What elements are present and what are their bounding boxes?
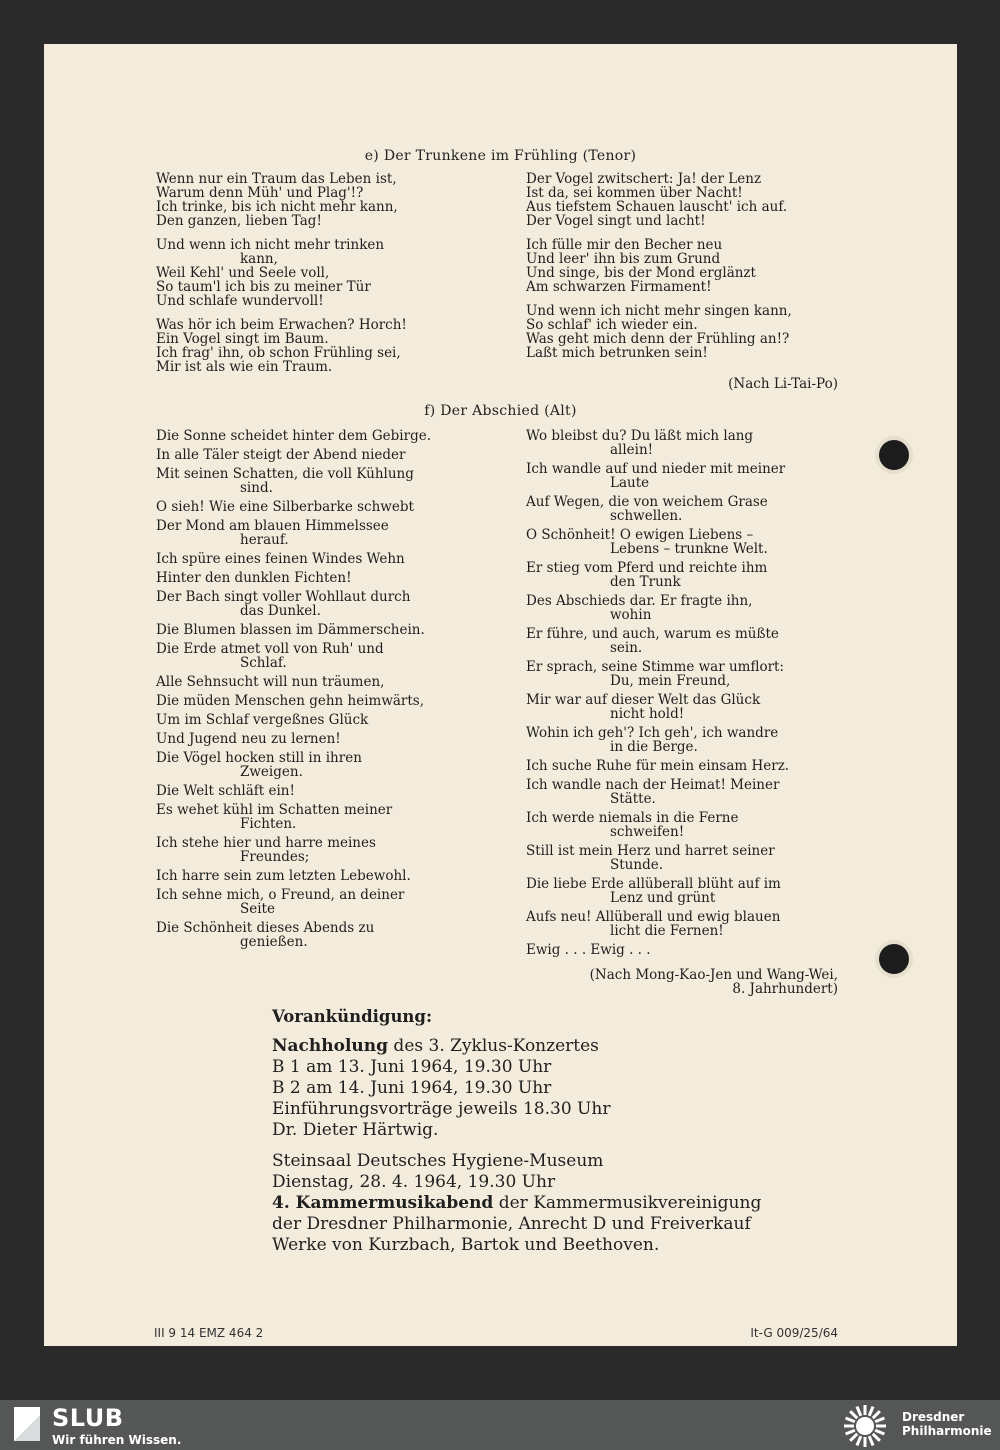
- verse-entry: [526, 726, 846, 754]
- poem-line: Freundes;: [240, 849, 310, 865]
- stanza: [156, 318, 506, 374]
- announcement-line: [272, 1036, 761, 1057]
- logo-ray: [846, 1430, 855, 1434]
- poem-f-right-column: [526, 429, 846, 962]
- poem-line: sein.: [610, 640, 643, 656]
- punch-hole: [879, 944, 909, 974]
- poem-e-right-column: [526, 172, 846, 370]
- poem-line: Stätte.: [610, 791, 656, 807]
- poem-line: Ich sehne mich, o Freund, an deiner: [156, 887, 405, 903]
- poem-line: Ich stehe hier und harre meines: [156, 835, 376, 851]
- poem-line: Schlaf.: [240, 655, 287, 671]
- announcement-bold: Nachholung: [272, 1036, 389, 1056]
- announcement-line: Dr. Dieter Härtwig.: [272, 1120, 439, 1140]
- poem-line: wohin: [610, 607, 652, 623]
- poem-line: Mir war auf dieser Welt das Glück: [526, 692, 761, 708]
- stanza: [156, 238, 506, 308]
- stanza: [156, 172, 506, 228]
- document-page: [44, 44, 957, 1346]
- verse-entry: [526, 877, 846, 905]
- verse-entry: [526, 910, 846, 938]
- announcement-line: [272, 1193, 761, 1214]
- stanza: [526, 172, 846, 228]
- poem-line: Es wehet kühl im Schatten meiner: [156, 802, 393, 818]
- verse-entry: [156, 675, 506, 689]
- poem-line: Still ist mein Herz und harret seiner: [526, 843, 775, 859]
- poem-line: Die Schönheit dieses Abends zu: [156, 920, 375, 936]
- verse-entry: [156, 869, 506, 883]
- verse-entry: [156, 519, 506, 547]
- poem-line: licht die Fernen!: [610, 923, 724, 939]
- poem-line: Die Vögel hocken still in ihren: [156, 750, 362, 766]
- philharmonie-logo-icon: [842, 1403, 888, 1449]
- poem-line: Ich suche Ruhe für mein einsam Herz.: [526, 758, 790, 774]
- announcement-line: B 1 am 13. Juni 1964, 19.30 Uhr: [272, 1057, 552, 1077]
- poem-line: in die Berge.: [610, 739, 698, 755]
- logo-ray: [857, 1436, 861, 1445]
- verse-entry: [156, 552, 506, 566]
- print-code-right: It-G 009/25/64: [750, 1326, 838, 1340]
- verse-entry: [526, 528, 846, 556]
- announcement-line: Steinsaal Deutsches Hygiene-Museum: [272, 1151, 604, 1171]
- punch-hole: [879, 440, 909, 470]
- announcement-block: [272, 1006, 761, 1256]
- verse-entry: [156, 623, 506, 637]
- poem-line: Ich wandle auf und nieder mit meiner: [526, 461, 786, 477]
- poem-line: das Dunkel.: [240, 603, 321, 619]
- logo-ray: [846, 1418, 855, 1422]
- poem-line: den Trunk: [610, 574, 681, 590]
- attribution-line: (Nach Mong-Kao-Jen und Wang-Wei,: [589, 967, 838, 983]
- poem-line: So schlaf' ich wieder ein.: [526, 317, 698, 333]
- verse-entry: [156, 888, 506, 916]
- poem-line: Zweigen.: [240, 764, 303, 780]
- poem-line: kann,: [240, 251, 278, 267]
- verse-entry: [156, 448, 506, 462]
- announcement-text: der Kammermusikvereinigung: [493, 1193, 762, 1213]
- verse-entry: [526, 627, 846, 655]
- poem-line: Wohin ich geh'? Ich geh', ich wandre: [526, 725, 779, 741]
- poem-line: Die Erde atmet voll von Ruh' und: [156, 641, 384, 657]
- poem-line: Und wenn ich nicht mehr trinken: [156, 237, 385, 253]
- stanza: [526, 304, 846, 360]
- poem-line: Stunde.: [610, 857, 663, 873]
- poem-line: Alle Sehnsucht will nun träumen,: [156, 674, 385, 690]
- poem-line: Aus tiefstem Schauen lauscht' ich auf.: [526, 199, 788, 215]
- poem-line: Ich werde niemals in die Ferne: [526, 810, 739, 826]
- logo-ray: [869, 1436, 873, 1445]
- poem-line: Aufs neu! Allüberall und ewig blauen: [526, 909, 781, 925]
- poem-line: Ich fülle mir den Becher neu: [526, 237, 723, 253]
- poem-line: Lebens – trunkne Welt.: [610, 541, 768, 557]
- logo-ray: [875, 1418, 884, 1422]
- verse-entry: [526, 660, 846, 688]
- poem-line: Laßt mich betrunken sein!: [526, 345, 708, 361]
- verse-entry: [156, 590, 506, 618]
- verse-entry: [526, 943, 846, 957]
- philharmonie-name: [902, 1410, 992, 1438]
- poem-line: Er stieg vom Pferd und reichte ihm: [526, 560, 768, 576]
- poem-line: Wenn nur ein Traum das Leben ist,: [156, 171, 397, 187]
- library-footer-bar: [0, 1400, 1000, 1450]
- poem-line: Ich harre sein zum letzten Lebewohl.: [156, 868, 411, 884]
- poem-line: So taum'l ich bis zu meiner Tür: [156, 279, 371, 295]
- poem-line: herauf.: [240, 532, 289, 548]
- logo-ray: [875, 1430, 884, 1434]
- poem-line: Der Vogel singt und lacht!: [526, 213, 706, 229]
- poem-line: Am schwarzen Firmament!: [526, 279, 712, 295]
- poem-line: Ich spüre eines feinen Windes Wehn: [156, 551, 405, 567]
- poem-line: Er sprach, seine Stimme war umflort:: [526, 659, 784, 675]
- poem-line: Mit seinen Schatten, die voll Kühlung: [156, 466, 414, 482]
- verse-entry: [526, 844, 846, 872]
- verse-entry: [526, 594, 846, 622]
- announcement-line: Werke von Kurzbach, Bartok und Beethoven.: [272, 1235, 660, 1255]
- print-code-left: III 9 14 EMZ 464 2: [154, 1326, 264, 1340]
- poem-line: Ich frag' ihn, ob schon Frühling sei,: [156, 345, 401, 361]
- verse-entry: [526, 561, 846, 589]
- poem-line: Ein Vogel singt im Baum.: [156, 331, 329, 347]
- poem-line: Und singe, bis der Mond erglänzt: [526, 265, 756, 281]
- poem-line: Und schlafe wundervoll!: [156, 293, 324, 309]
- verse-entry: [526, 462, 846, 490]
- logo-ray: [850, 1434, 857, 1441]
- poem-line: Den ganzen, lieben Tag!: [156, 213, 322, 229]
- verse-entry: [156, 467, 506, 495]
- poem-line: Mir ist als wie ein Traum.: [156, 359, 333, 375]
- poem-line: Hinter den dunklen Fichten!: [156, 570, 352, 586]
- poem-line: Die Sonne scheidet hinter dem Gebirge.: [156, 428, 432, 444]
- poem-line: Wo bleibst du? Du läßt mich lang: [526, 428, 754, 444]
- verse-entry: [156, 751, 506, 779]
- logo-ray: [857, 1407, 861, 1416]
- verse-entry: [156, 694, 506, 708]
- announcement-bold: 4. Kammermusikabend: [272, 1193, 494, 1213]
- poem-line: Er führe, und auch, warum es müßte: [526, 626, 779, 642]
- philharmonie-name-line: Dresdner: [902, 1410, 965, 1424]
- poem-line: sind.: [240, 480, 273, 496]
- poem-line: Ist da, sei kommen über Nacht!: [526, 185, 743, 201]
- logo-ray: [873, 1411, 880, 1418]
- poem-line: Ewig . . . Ewig . . .: [526, 942, 651, 958]
- poem-line: O Schönheit! O ewigen Liebens –: [526, 527, 754, 543]
- poem-line: In alle Täler steigt der Abend nieder: [156, 447, 406, 463]
- poem-line: Die müden Menschen gehn heimwärts,: [156, 693, 425, 709]
- poem-line: Seite: [240, 901, 275, 917]
- poem-line: Die Welt schläft ein!: [156, 783, 295, 799]
- poem-line: Der Mond am blauen Himmelssee: [156, 518, 389, 534]
- verse-entry: [526, 759, 846, 773]
- poem-line: Lenz und grünt: [610, 890, 716, 906]
- attribution-line: 8. Jahrhundert): [732, 981, 838, 997]
- verse-entry: [526, 811, 846, 839]
- poem-line: Warum denn Müh' und Plag'!?: [156, 185, 364, 201]
- announcement-heading: Vorankündigung:: [272, 1007, 433, 1026]
- poem-e-attribution: (Nach Li-Tai-Po): [728, 376, 838, 392]
- poem-line: O sieh! Wie eine Silberbarke schwebt: [156, 499, 414, 515]
- verse-entry: [156, 429, 506, 443]
- slub-name: SLUB: [52, 1404, 124, 1432]
- logo-ray: [873, 1434, 880, 1441]
- poem-line: schweifen!: [610, 824, 685, 840]
- poem-f-attribution: [590, 968, 838, 996]
- poem-line: Du, mein Freund,: [610, 673, 731, 689]
- poem-line: Laute: [610, 475, 650, 491]
- announcement-line: B 2 am 14. Juni 1964, 19.30 Uhr: [272, 1078, 552, 1098]
- verse-entry: [156, 500, 506, 514]
- poem-line: genießen.: [240, 934, 308, 950]
- poem-line: Auf Wegen, die von weichem Grase: [526, 494, 768, 510]
- verse-entry: [156, 571, 506, 585]
- poem-line: Ich wandle nach der Heimat! Meiner: [526, 777, 780, 793]
- poem-f-title: f) Der Abschied (Alt): [424, 403, 577, 419]
- slub-tagline: Wir führen Wissen.: [52, 1433, 182, 1447]
- verse-entry: [156, 803, 506, 831]
- verse-entry: [156, 784, 506, 798]
- verse-entry: [526, 693, 846, 721]
- poem-line: Der Bach singt voller Wohllaut durch: [156, 589, 411, 605]
- poem-line: Was geht mich denn der Frühling an!?: [526, 331, 790, 347]
- logo-ray: [869, 1407, 873, 1416]
- stanza: [526, 238, 846, 294]
- poem-line: Und wenn ich nicht mehr singen kann,: [526, 303, 792, 319]
- poem-line: Ich trinke, bis ich nicht mehr kann,: [156, 199, 398, 215]
- verse-entry: [156, 836, 506, 864]
- announcement-line: der Dresdner Philharmonie, Anrecht D und Freiverkauf: [272, 1214, 751, 1234]
- philharmonie-name-line: Philharmonie: [902, 1424, 992, 1438]
- verse-entry: [156, 642, 506, 670]
- announcement-line: Einführungsvorträge jeweils 18.30 Uhr: [272, 1099, 611, 1119]
- poem-line: Die Blumen blassen im Dämmerschein.: [156, 622, 425, 638]
- poem-f-left-column: [156, 429, 506, 954]
- logo-ray: [850, 1411, 857, 1418]
- announcement-text: des 3. Zyklus-Konzertes: [388, 1036, 599, 1056]
- poem-line: Fichten.: [240, 816, 297, 832]
- poem-line: Weil Kehl' und Seele voll,: [156, 265, 330, 281]
- verse-entry: [156, 921, 506, 949]
- poem-line: Der Vogel zwitschert: Ja! der Lenz: [526, 171, 762, 187]
- poem-line: Die liebe Erde allüberall blüht auf im: [526, 876, 781, 892]
- verse-entry: [526, 429, 846, 457]
- poem-line: Und Jugend neu zu lernen!: [156, 731, 341, 747]
- poem-line: Um im Schlaf vergeßnes Glück: [156, 712, 369, 728]
- poem-line: schwellen.: [610, 508, 683, 524]
- poem-line: Des Abschieds dar. Er fragte ihn,: [526, 593, 753, 609]
- verse-entry: [156, 713, 506, 727]
- poem-line: allein!: [610, 442, 654, 458]
- poem-e-left-column: [156, 172, 506, 384]
- poem-line: Und leer' ihn bis zum Grund: [526, 251, 721, 267]
- announcement-line: Dienstag, 28. 4. 1964, 19.30 Uhr: [272, 1172, 556, 1192]
- slub-logo-icon: [14, 1407, 40, 1441]
- poem-line: nicht hold!: [610, 706, 685, 722]
- verse-entry: [526, 495, 846, 523]
- poem-line: Was hör ich beim Erwachen? Horch!: [156, 317, 407, 333]
- poem-e-title: e) Der Trunkene im Frühling (Tenor): [364, 148, 637, 164]
- verse-entry: [526, 778, 846, 806]
- verse-entry: [156, 732, 506, 746]
